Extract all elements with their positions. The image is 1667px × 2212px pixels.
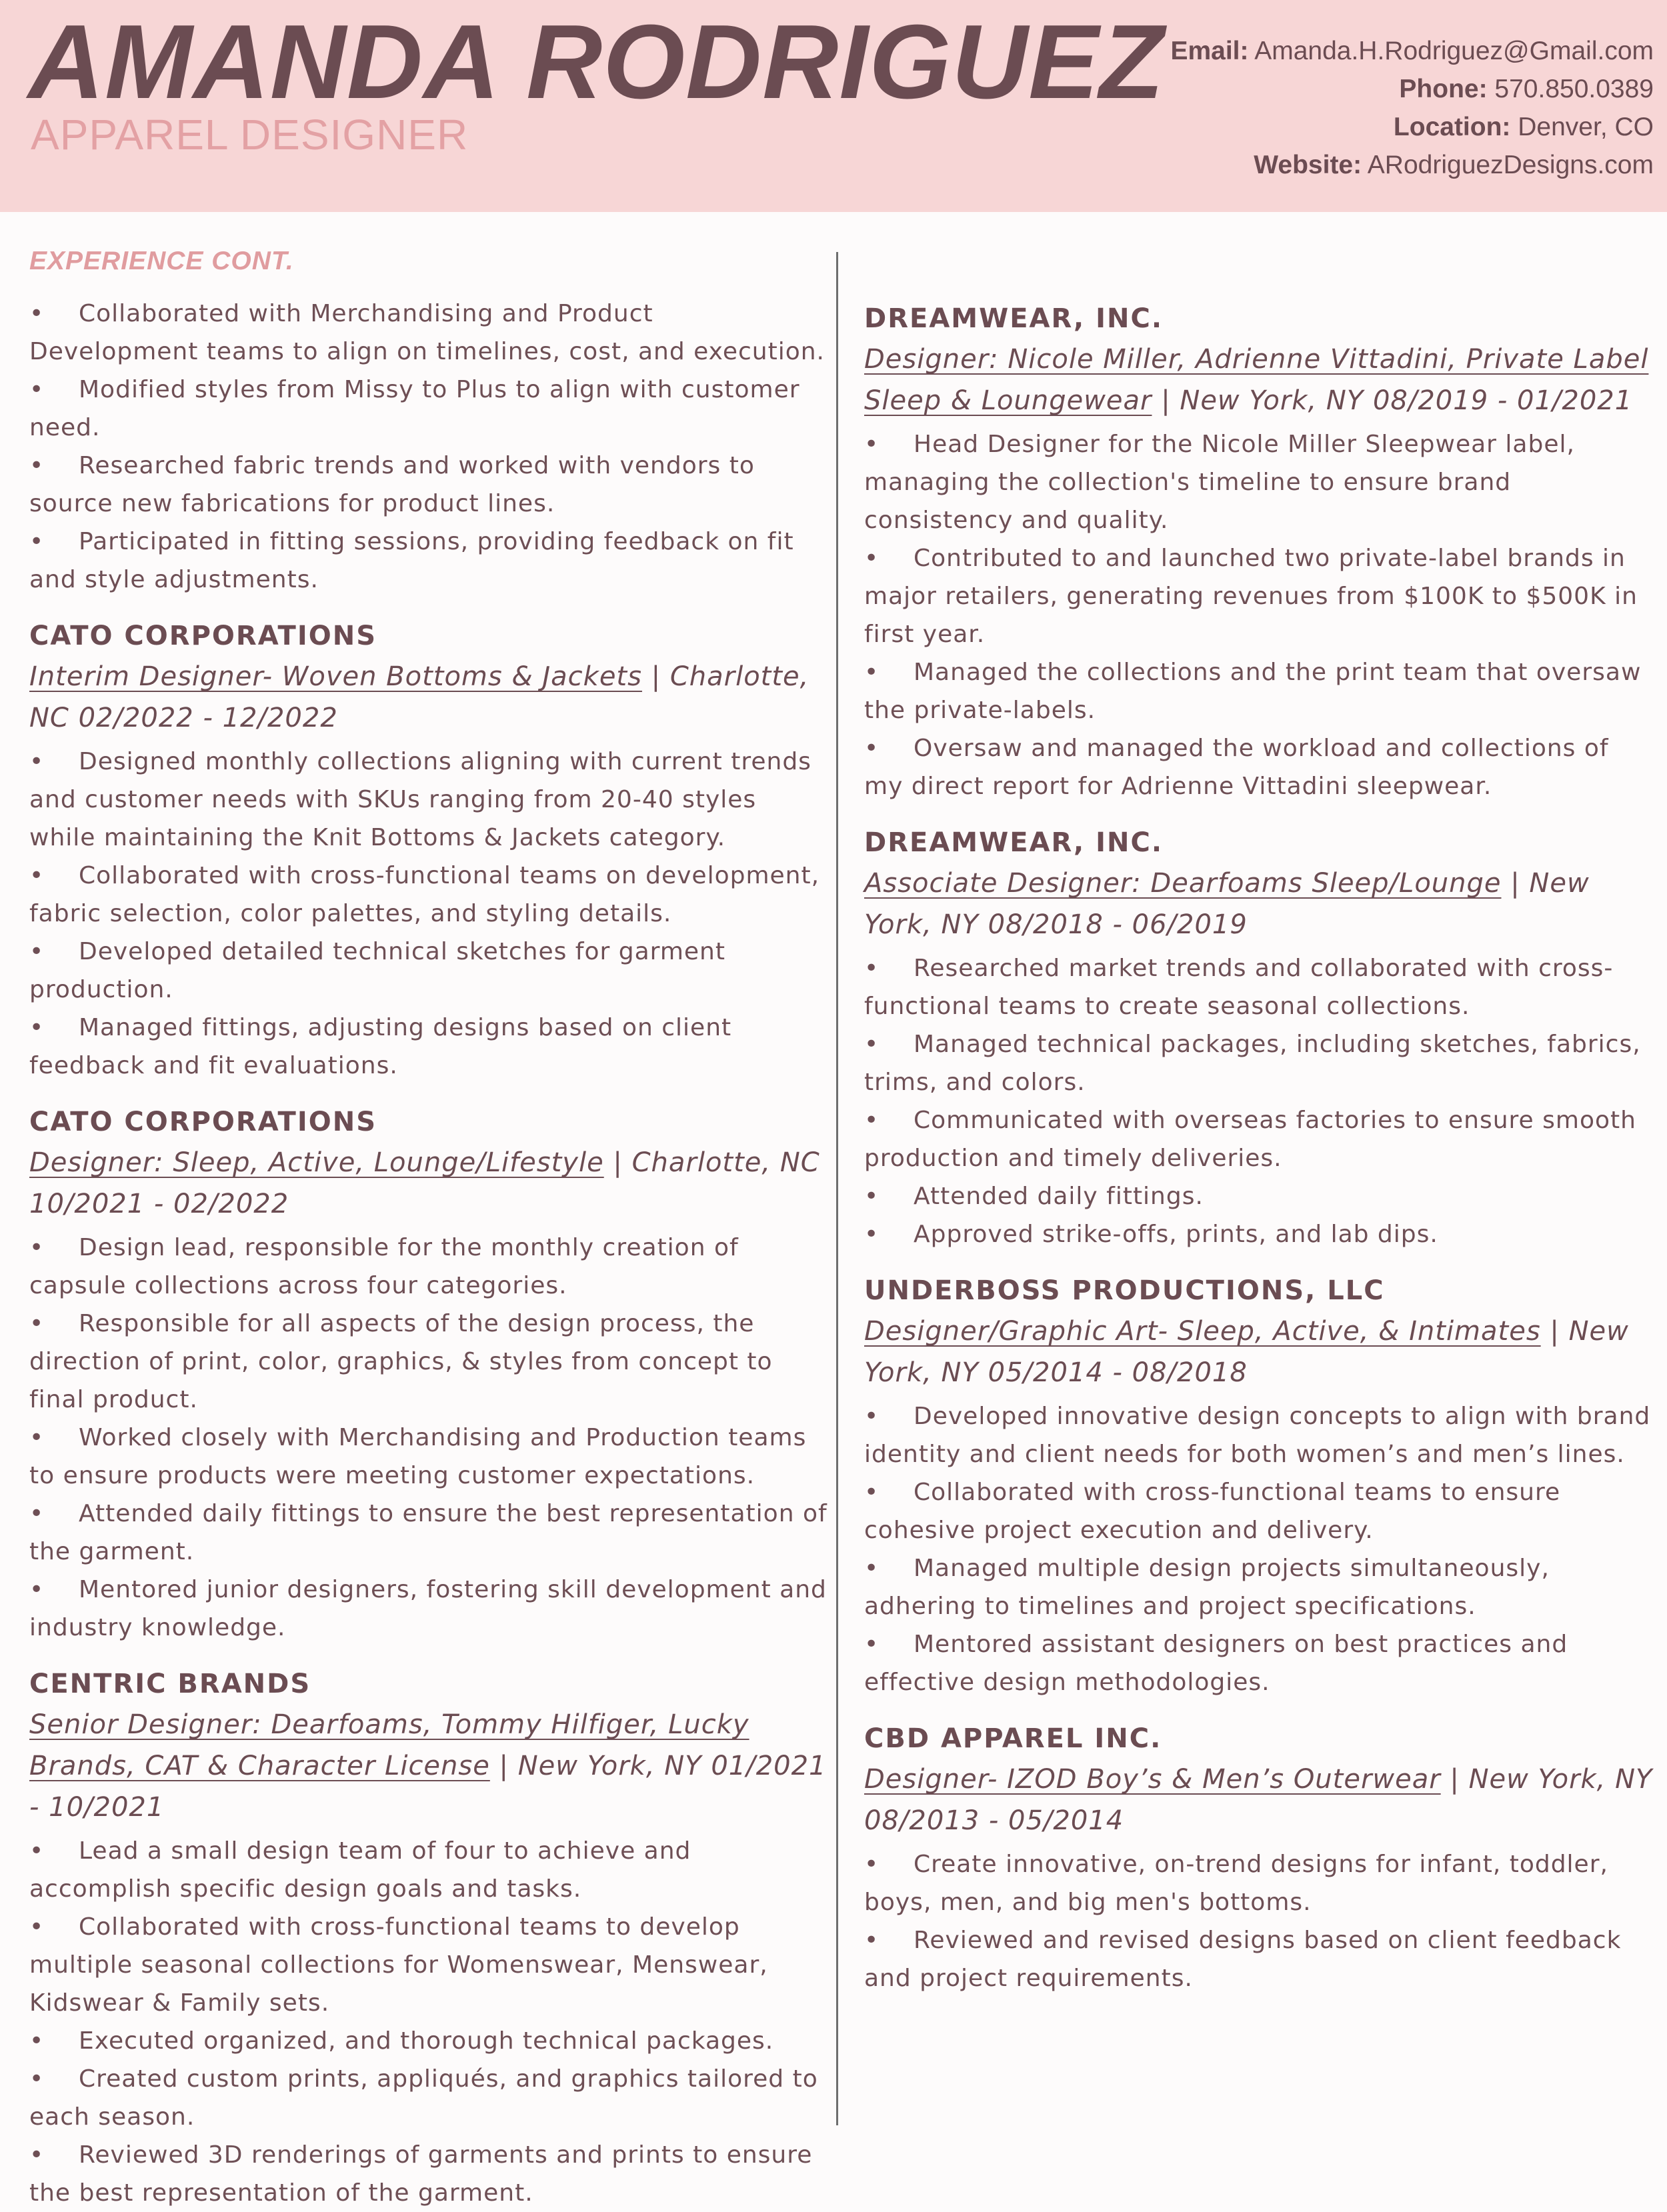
job-bullets (864, 425, 1654, 805)
list-item: • Designed monthly collections aligning with current trends and customer needs with SKUs ranging from 20-40 styles while maintaining the Knit Bottoms & Jackets category. (29, 743, 829, 857)
list-item: • Modified styles from Missy to Plus to align with customer need. (29, 371, 829, 447)
job-entry (29, 616, 829, 1085)
job-meta: | New York, NY 08/2013 - 05/2014 (864, 1764, 1653, 1836)
list-item: • Managed technical packages, including sketches, fabrics, trims, and colors. (864, 1025, 1654, 1101)
candidate-name: AMANDA RODRIGUEZ (28, 3, 1165, 121)
job-bullets (864, 1845, 1654, 1997)
list-item: • Created custom prints, appliqués, and graphics tailored to each season. (29, 2060, 829, 2136)
company-name: UNDERBOSS PRODUCTIONS, LLC (864, 1275, 1385, 1306)
job-title: Designer: Sleep, Active, Lounge/Lifestyle (29, 1147, 604, 1178)
job-title: Associate Designer: Dearfoams Sleep/Lounge (864, 868, 1502, 899)
list-item: • Collaborated with Merchandising and Product Development teams to align on timelines, cost, and execution. (29, 295, 829, 371)
list-item: • Contributed to and launched two private-label brands in major retailers, generating revenues from $100K to $500K in first year. (864, 539, 1654, 653)
job-role (29, 656, 829, 739)
list-item: • Reviewed 3D renderings of garments and prints to ensure the best representation of the garment. (29, 2136, 829, 2212)
list-item: • Executed organized, and thorough technical packages. (29, 2022, 829, 2060)
list-item: • Worked closely with Merchandising and Production teams to ensure products were meeting customer expectations. (29, 1419, 829, 1495)
job-title: Senior Designer: Dearfoams, Tommy Hilfiger, Lucky Brands, CAT & Character License (29, 1709, 749, 1781)
list-item: • Reviewed and revised designs based on client feedback and project requirements. (864, 1921, 1654, 1997)
list-item: • Researched fabric trends and worked with vendors to source new fabrications for product lines. (29, 447, 829, 523)
company-name: CENTRIC BRANDS (29, 1669, 311, 1699)
list-item: • Collaborated with cross-functional teams to ensure cohesive project execution and delivery. (864, 1473, 1654, 1549)
job-bullets (864, 949, 1654, 1253)
left-column (29, 240, 829, 2212)
list-item: • Oversaw and managed the workload and collections of my direct report for Adrienne Vittadini sleepwear. (864, 729, 1654, 805)
column-divider (836, 252, 838, 2125)
job-role (864, 339, 1654, 421)
list-item: • Developed innovative design concepts to align with brand identity and client needs for both women’s and men’s lines. (864, 1397, 1654, 1473)
company-name: DREAMWEAR, INC. (864, 827, 1164, 858)
list-item: • Managed fittings, adjusting designs based on client feedback and fit evaluations. (29, 1009, 829, 1085)
company-name: CBD APPAREL INC. (864, 1723, 1162, 1754)
continued-bullets (29, 295, 829, 599)
list-item: • Head Designer for the Nicole Miller Sleepwear label, managing the collection's timeline to ensure brand consistency and quality. (864, 425, 1654, 539)
job-bullets (864, 1397, 1654, 1701)
list-item: • Create innovative, on-trend designs for infant, toddler, boys, men, and big men's bottoms. (864, 1845, 1654, 1921)
list-item: • Participated in fitting sessions, providing feedback on fit and style adjustments. (29, 523, 829, 599)
company-name: DREAMWEAR, INC. (864, 303, 1164, 334)
job-meta: | New York, NY 08/2019 - 01/2021 (1152, 385, 1633, 416)
job-meta: | Charlotte, NC 10/2021 - 02/2022 (29, 1147, 820, 1219)
list-item: • Managed the collections and the print team that oversaw the private-labels. (864, 653, 1654, 729)
list-item: • Collaborated with cross-functional teams to develop multiple seasonal collections for Womenswear, Menswear, Kidswear & Family sets. (29, 1908, 829, 2022)
job-title: Interim Designer- Woven Bottoms & Jackets (29, 661, 642, 692)
candidate-title: APPAREL DESIGNER (31, 111, 469, 159)
contact-location: Location: Denver, CO (1393, 113, 1654, 141)
right-column (864, 299, 1654, 1997)
location-value: Denver, CO (1518, 113, 1654, 141)
job-entry (864, 299, 1654, 805)
contact-website: Website: ARodriguezDesigns.com (1254, 151, 1654, 179)
job-role (29, 1704, 829, 1828)
job-entry (29, 1102, 829, 1647)
email-value[interactable]: Amanda.H.Rodriguez@Gmail.com (1254, 37, 1654, 65)
job-role (864, 1759, 1654, 1841)
list-item: • Responsible for all aspects of the design process, the direction of print, color, graphics, & styles from concept to final product. (29, 1305, 829, 1419)
job-bullets (29, 1229, 829, 1647)
list-item: • Lead a small design team of four to achieve and accomplish specific design goals and tasks. (29, 1832, 829, 1908)
job-entry (864, 1271, 1654, 1701)
job-entry (29, 1664, 829, 2212)
job-entry (864, 823, 1654, 1253)
job-title: Designer- IZOD Boy’s & Men’s Outerwear (864, 1764, 1441, 1795)
list-item: • Managed multiple design projects simultaneously, adhering to timelines and project specifications. (864, 1549, 1654, 1625)
job-meta: | Charlotte, NC 02/2022 - 12/2022 (29, 661, 809, 733)
list-item: • Design lead, responsible for the monthly creation of capsule collections across four categories. (29, 1229, 829, 1305)
list-item: • Approved strike-offs, prints, and lab dips. (864, 1215, 1654, 1253)
job-bullets (29, 1832, 829, 2212)
contact-block (987, 32, 1654, 184)
list-item: • Collaborated with cross-functional teams on development, fabric selection, color palettes, and styling details. (29, 857, 829, 933)
company-name: CATO CORPORATIONS (29, 1107, 377, 1137)
list-item: • Researched market trends and collaborated with cross-functional teams to create seasonal collections. (864, 949, 1654, 1025)
header-banner (0, 0, 1667, 212)
phone-value: 570.850.0389 (1494, 75, 1654, 103)
contact-email: Email: Amanda.H.Rodriguez@Gmail.com (1170, 37, 1654, 65)
list-item: • Mentored junior designers, fostering skill development and industry knowledge. (29, 1571, 829, 1647)
company-name: CATO CORPORATIONS (29, 621, 377, 651)
job-meta: | New York, NY 05/2014 - 08/2018 (864, 1316, 1629, 1388)
list-item: • Attended daily fittings to ensure the best representation of the garment. (29, 1495, 829, 1571)
job-meta: | New York, NY 08/2018 - 06/2019 (864, 868, 1590, 940)
list-item: • Developed detailed technical sketches for garment production. (29, 933, 829, 1009)
job-entry (864, 1719, 1654, 1997)
job-role (864, 863, 1654, 945)
website-value[interactable]: ARodriguezDesigns.com (1367, 151, 1654, 179)
section-title: EXPERIENCE CONT. (29, 247, 294, 275)
job-meta: | New York, NY 01/2021 - 10/2021 (29, 1751, 827, 1823)
job-role (864, 1311, 1654, 1393)
job-role (29, 1142, 829, 1225)
job-title: Designer/Graphic Art- Sleep, Active, & Intimates (864, 1316, 1541, 1347)
job-title: Designer: Nicole Miller, Adrienne Vittadini, Private Label Sleep & Loungewear (864, 344, 1649, 416)
list-item: • Attended daily fittings. (864, 1177, 1654, 1215)
list-item: • Communicated with overseas factories to ensure smooth production and timely deliveries. (864, 1101, 1654, 1177)
list-item: • Mentored assistant designers on best practices and effective design methodologies. (864, 1625, 1654, 1701)
contact-phone: Phone: 570.850.0389 (1399, 75, 1654, 103)
job-bullets (29, 743, 829, 1085)
